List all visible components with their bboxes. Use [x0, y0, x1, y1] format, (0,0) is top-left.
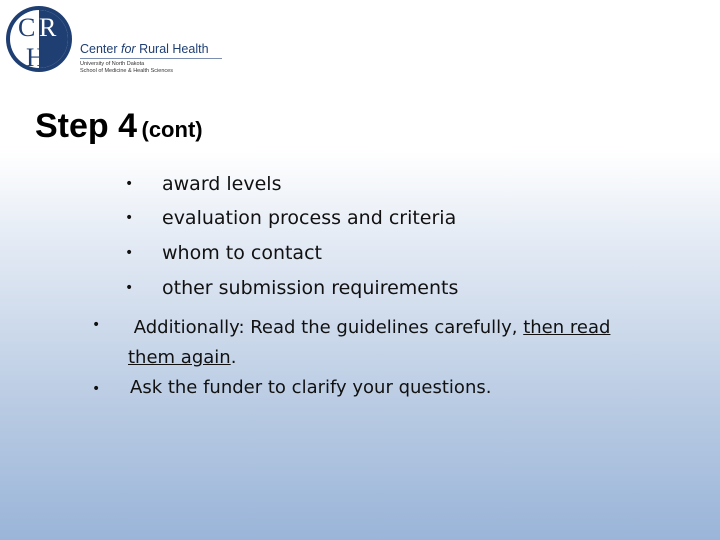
slide-title-main: Step 4: [35, 107, 138, 145]
main-bullet-guidelines: Additionally: Read the guidelines carefully, then read them again.: [128, 317, 611, 368]
logo-divider: [80, 58, 222, 59]
slide-title-suffix: (cont): [141, 117, 203, 142]
logo-university: University of North Dakota: [80, 61, 145, 67]
logo-school: School of Medicine & Health Sciences: [80, 68, 173, 74]
bullet-icon: •: [125, 245, 134, 261]
sub-bullet-submission: other submission requirements: [162, 277, 459, 299]
bullet-icon: •: [125, 210, 134, 226]
bullet-icon: •: [125, 176, 134, 192]
sub-bullet-award-levels: award levels: [162, 173, 282, 195]
svg-text:H: H: [26, 43, 45, 72]
logo-title: Center for Rural Health: [80, 42, 209, 56]
bullet-icon: •: [92, 317, 101, 333]
slide-title: [35, 107, 203, 146]
svg-text:C: C: [18, 13, 36, 42]
sub-bullet-contact: whom to contact: [162, 242, 322, 264]
bullet-icon: •: [125, 280, 134, 296]
main-bullet-ask-funder: Ask the funder to clarify your questions.: [130, 377, 492, 398]
crh-seal-icon: [4, 4, 74, 74]
bullet-icon: •: [92, 381, 101, 397]
sub-bullet-evaluation: evaluation process and criteria: [162, 207, 457, 229]
svg-text:R: R: [39, 13, 57, 42]
crh-logo: [4, 4, 234, 76]
